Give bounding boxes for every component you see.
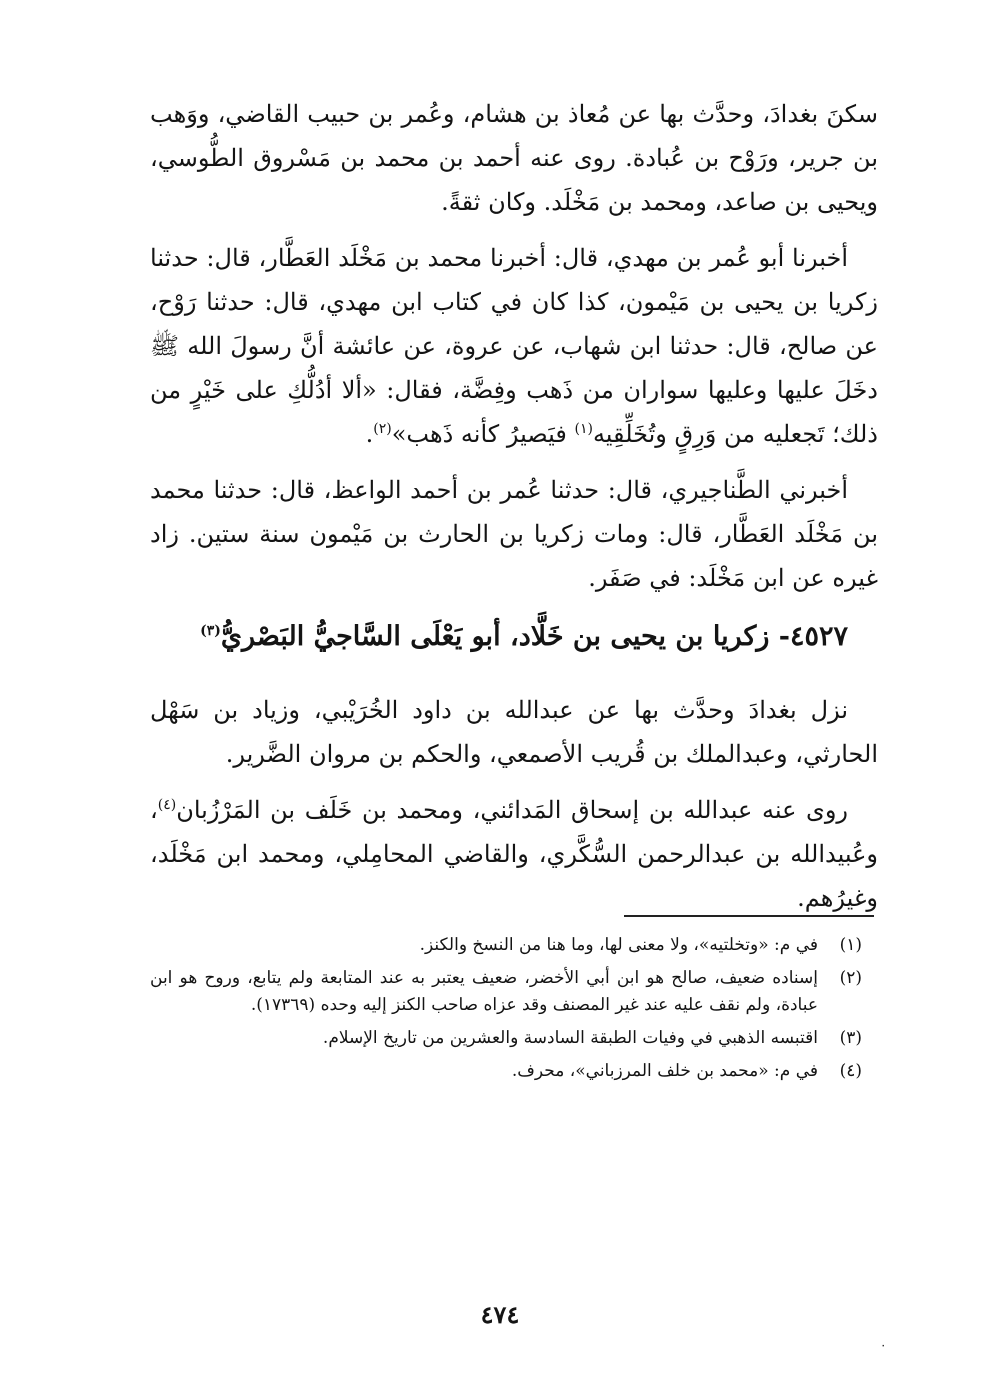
main-text [150,92,878,932]
footnote-text: اقتبسه الذهبي في وفيات الطبقة السادسة والعشرين من تاريخ الإسلام. [322,1028,818,1048]
footnote-divider [624,915,874,917]
footnotes [150,932,862,1091]
footnote-3 [150,1025,862,1052]
footnote-ref-3[interactable]: (٣) [200,623,221,639]
paragraph-5: روى عنه عبدالله بن إسحاق المَدائني، ومحمد بن خَلَف بن المَرْزُبان$^{(٤)}$، وعُبيدالله بن عبدالرحمن السُّكَّري، والقاضي المحامِلي، ومحمد ابن مَخْلَد، وغيرُهم. [150,796,878,912]
footnote-ref-1[interactable]: (١) [574,421,593,437]
footnote-number: (٤) [839,1061,862,1081]
footnote-text: في م: «وتخلتيه»، ولا معنى لها، وما هنا من النسخ والكنز. [419,935,818,955]
corner-mark: ٠ [880,1338,887,1352]
paragraph-4: نزل بغدادَ وحدَّث بها عن عبدالله بن داود الخُرَيْبي، وزياد بن سَهْل الحارثي، وعبدالملك بن قُريب الأصمعي، والحكم بن مروان الضَّرير. [150,696,878,768]
footnote-1 [150,932,862,959]
paragraph-2: أخبرنا أبو عُمر بن مهدي، قال: أخبرنا محمد بن مَخْلَد العَطَّار، قال: حدثنا زكريا بن يحيى بن مَيْمون، كذا كان في كتاب ابن مهدي، قال: حدثنا رَوْح، عن صالح، قال: حدثنا ابن شهاب، عن عروة، عن عائشة أنَّ رسولَ الله ﷺ دخَلَ عليها وعليها سواران من ذَهب وفِضَّة، فقال: «ألا أدُلُّكِ على خَيْرٍ من ذلك؛ تَجعليه من وَرِقٍ وتُخَلِّقِيه$^{(١)}$ فيَصيرُ كأنه ذَهب»$^{(٢)}$. [150,244,878,448]
entry-heading: ٤٥٢٧- زكريا بن يحيى بن خَلَّاد، أبو يَعْلَى السَّاجيُّ البَصْريُّ$^{(٣)}$ [200,621,848,652]
footnote-ref-4[interactable]: (٤) [157,797,177,813]
footnote-ref-2[interactable]: (٢) [373,421,392,437]
footnote-4 [150,1058,862,1085]
footnote-text: في م: «محمد بن خلف المرزباني»، محرف. [511,1061,818,1081]
paragraph-3: أخبرني الطَّناجيري، قال: حدثنا عُمر بن أحمد الواعظ، قال: حدثنا محمد بن مَخْلَد العَطَّار، قال: ومات زكريا بن الحارث بن مَيْمون سنة ستين. زاد غيره عن ابن مَخْلَد: في صَفَر. [150,476,878,592]
footnote-text: إسناده ضعيف، صالح هو ابن أبي الأخضر، ضعيف يعتبر به عند المتابعة ولم يتابع، وروح هو ابن عبادة، ولم نقف عليه عند غير المصنف وقد عزاه صاحب الكنز إليه وحده (١٧٣٦٩). [150,968,818,1015]
page-number: ٤٧٤ [480,1300,520,1329]
footnote-number: (٢) [839,968,862,988]
footnote-number: (٣) [839,1028,862,1048]
footnote-2 [150,965,862,1019]
paragraph-1: سكنَ بغدادَ، وحدَّث بها عن مُعاذ بن هشام، وعُمر بن حبيب القاضي، ووَهب بن جرير، ورَوْح بن عُبادة. روى عنه أحمد بن محمد بن مَسْروق الطُّوسي، ويحيى بن صاعد، ومحمد بن مَخْلَد. وكان ثقةً. [150,100,878,216]
footnote-number: (١) [839,935,862,955]
